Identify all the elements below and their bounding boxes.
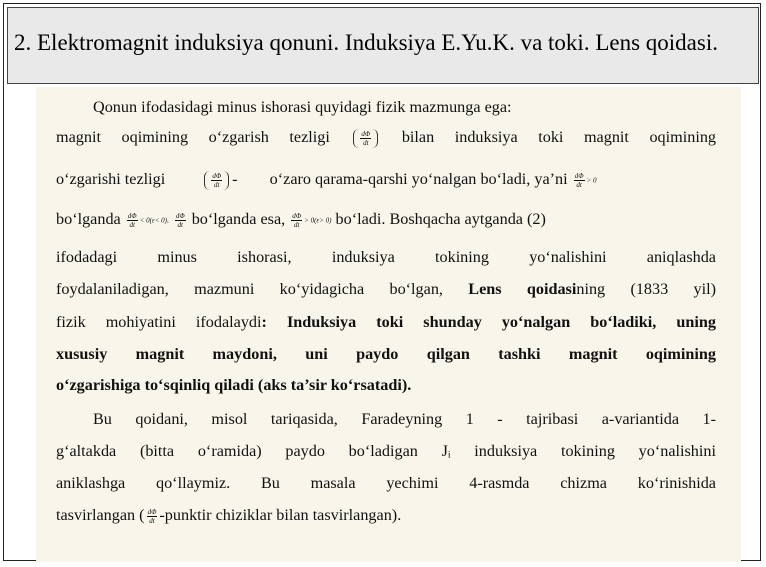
formula-dphi-dt: $\frac{d\Phi}{dt}$ <box>353 129 378 148</box>
formula-condition: < 0), <box>154 216 169 225</box>
text-segment: foydalaniladigan, mazmuni ko‘yidagicha bo‘lgan, <box>56 280 443 298</box>
text-line-1: Qonun ifodasidagi minus ishorasi quyidagi fizik mazmunga ega: <box>93 98 512 116</box>
text-bold: Lens qoidasi <box>468 280 577 298</box>
text-segment: bo‘lganda esa, <box>191 210 286 228</box>
text-segment: bo‘lganda <box>56 210 121 228</box>
text-segment: fizik mohiyatini ifodalaydi <box>56 313 262 331</box>
text-line-3 <box>56 169 716 190</box>
text-line-7 <box>56 312 716 332</box>
text-segment: o‘zgarishi tezligi <box>56 170 166 188</box>
text-segment: - <box>232 170 238 188</box>
text-segment: o‘zaro qarama-qarshi yo‘nalgan bo‘ladi, ya’ni <box>269 170 568 188</box>
slide-title: 2. Elektromagnit induksiya qonuni. Induksiya E.Yu.K. va toki. Lens qoidasi. <box>14 30 718 55</box>
text-line-12: aniklashga qo‘llaymiz. Bu masala yechimi 4-rasmda chizma ko‘rinishida <box>56 474 716 492</box>
title-box <box>7 7 759 84</box>
text-segment: bo‘ladi. Boshqacha aytganda (2) <box>335 210 546 228</box>
formula-condition: > 0 <box>586 176 597 185</box>
formula-condition: < 0(ε <box>139 216 155 225</box>
text-line-9: o‘zgarishiga to‘sqinliq qiladi (aks ta’sir ko‘rsatadi). <box>56 376 412 394</box>
text-line-5: ifodadagi minus ishorasi, induksiya tokining yo‘nalishini aniqlashda <box>56 248 716 266</box>
text-line-6 <box>56 279 716 299</box>
formula-condition: > 0) <box>319 216 332 225</box>
text-bold: : Induksiya toki shunday yo‘nalgan bo‘ladiki, uning <box>261 313 716 331</box>
slide <box>3 3 761 561</box>
text-line-2 <box>56 127 716 148</box>
formula-dphi-dt: $\frac{d\Phi}{dt}$ <box>175 211 185 229</box>
formula-dphi-dt: $\frac{d\Phi}{dt}$ <box>574 171 584 189</box>
formula-dphi-dt: $\frac{d\Phi}{dt}$ <box>147 507 157 525</box>
text-line-10: Bu qoidani, misol tariqasida, Faradeyning 1 - tajribasi a-variantida 1- <box>93 410 716 428</box>
content-image <box>36 87 741 562</box>
text-segment: bilan induksiya toki magnit oqimining <box>401 128 717 146</box>
text-segment: ning (1833 yil) <box>576 280 716 298</box>
text-segment: magnit oqimining o‘zgarish tezligi <box>56 128 330 146</box>
text-line-11: g‘altakda (bitta o‘ramida) paydo bo‘ladigan Jᵢ induksiya tokining yo‘nalishini <box>56 442 716 460</box>
formula-dphi-dt: $\frac{d\Phi}{dt}$ <box>127 211 137 229</box>
text-segment: tasvirlangan ( <box>56 506 145 524</box>
text-line-13 <box>56 505 716 525</box>
formula-dphi-dt: $\frac{d\Phi}{dt}$ <box>204 171 229 190</box>
text-segment: -punktir chiziklar bilan tasvirlangan). <box>159 506 402 524</box>
text-line-8: xususiy magnit maydoni, uni paydo qilgan tashki magnit oqimining <box>56 345 716 363</box>
formula-dphi-dt: $\frac{d\Phi}{dt}$ <box>292 211 302 229</box>
text-line-4 <box>56 209 716 230</box>
formula-condition: > 0(ε <box>304 216 320 225</box>
